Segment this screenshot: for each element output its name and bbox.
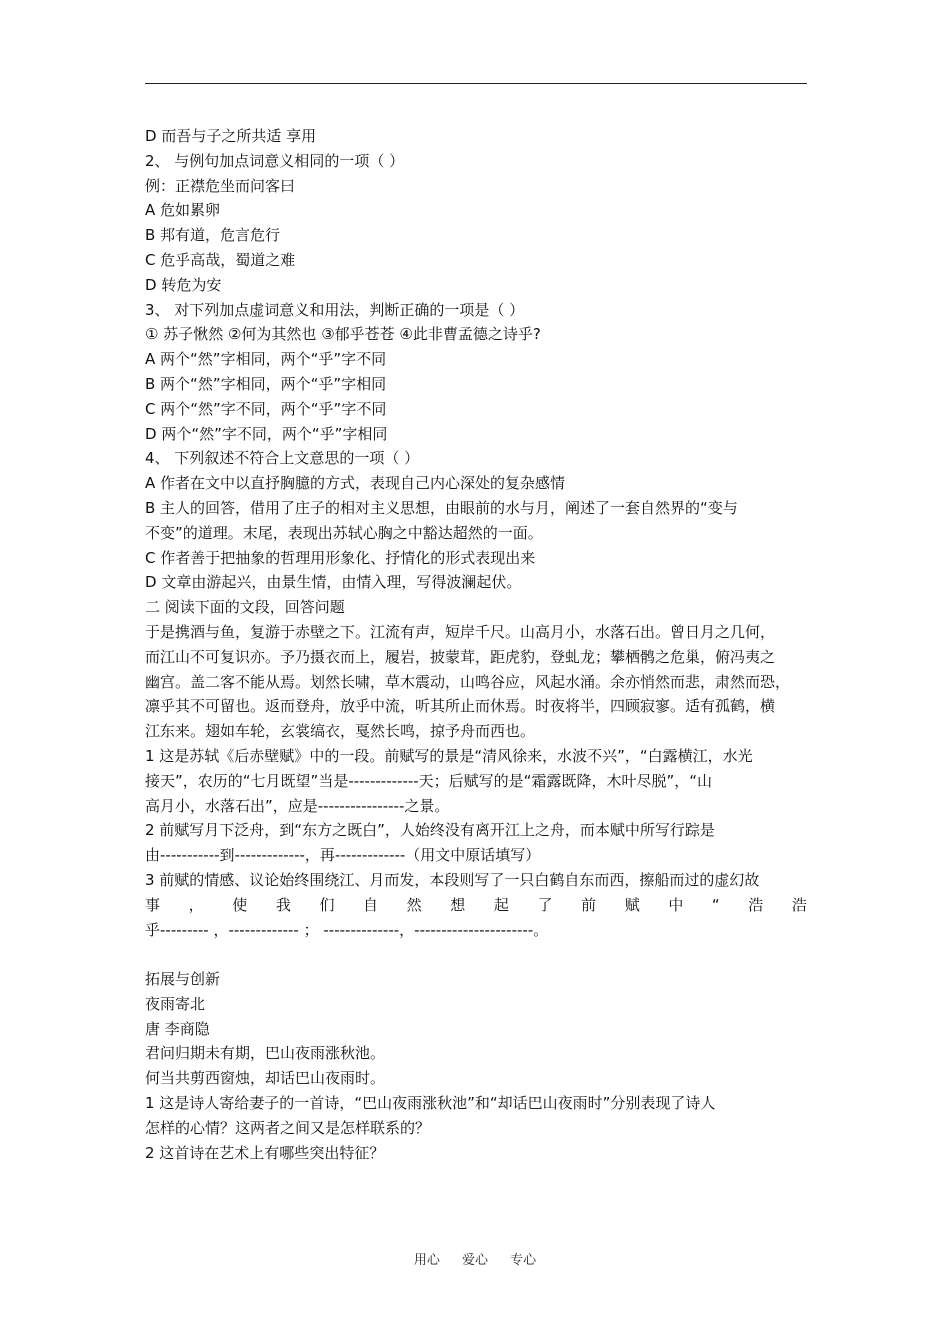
page-footer bbox=[0, 1249, 950, 1268]
text-line: 高月小，水落石出”，应是----------------之景。 bbox=[145, 796, 450, 815]
text-line: C 危乎高哉，蜀道之难 bbox=[145, 250, 296, 269]
text-line: A 两个“然”字相同，两个“乎”字不同 bbox=[145, 350, 387, 369]
text-line: 江东来。翅如车轮，玄裳缟衣，戛然长鸣，掠予舟而西也。 bbox=[145, 722, 536, 741]
questions-section bbox=[145, 124, 807, 893]
text-line: 乎--------- ，------------- ； --------------，----------------------。 bbox=[145, 920, 549, 939]
justified-char: 们 bbox=[319, 895, 335, 914]
text-line: D 而吾与子之所共适 享用 bbox=[145, 127, 317, 145]
justified-char: 想 bbox=[450, 895, 466, 914]
text-line: ① 苏子愀然 ②何为其然也 ③郁乎苍苍 ④此非曹孟德之诗乎? bbox=[145, 325, 541, 344]
justified-char: 浩 bbox=[748, 895, 764, 914]
text-line: 2、 与例句加点词意义相同的一项（ ） bbox=[145, 151, 405, 170]
text-line: 于是携酒与鱼，复游于赤壁之下。江流有声，短岸千尺。山高月小，水落石出。曾日月之几何， bbox=[145, 622, 776, 641]
justified-char: 使 bbox=[232, 895, 248, 914]
text-line: A 危如累卵 bbox=[145, 201, 221, 220]
justified-char: 事 bbox=[145, 895, 161, 914]
justified-char: 自 bbox=[363, 895, 379, 914]
text-line: 唐 李商隐 bbox=[145, 1019, 210, 1038]
text-line: C 两个“然”字不同，两个“乎”字不同 bbox=[145, 399, 387, 418]
text-line: 何当共剪西窗烛，却话巴山夜雨时。 bbox=[145, 1069, 386, 1088]
text-line: 拓展与创新 bbox=[145, 970, 221, 989]
text-line: 君问归期未有期，巴山夜雨涨秋池。 bbox=[145, 1044, 386, 1063]
text-line: 不变”的道理。末尾，表现出苏轼心胸之中豁达超然的一面。 bbox=[145, 523, 543, 542]
extension-section bbox=[145, 967, 807, 1165]
justified-char: ， bbox=[188, 895, 204, 914]
justified-char: 中 bbox=[668, 895, 684, 914]
text-line: 例：正襟危坐而问客曰 bbox=[145, 176, 296, 195]
text-line: 由-----------到-------------，再-------------（用文中原话填写） bbox=[145, 846, 541, 865]
text-line: D 文章由游起兴，由景生情，由情入理，写得波澜起伏。 bbox=[145, 573, 522, 592]
justified-char: 浩 bbox=[791, 895, 807, 914]
justified-char: 前 bbox=[581, 895, 597, 914]
text-line: 怎样的心情？这两者之间又是怎样联系的？ bbox=[145, 1118, 431, 1137]
footer-item: 爱心 bbox=[461, 1253, 488, 1268]
text-line: 二 阅读下面的文段，回答问题 bbox=[145, 598, 345, 617]
text-line: B 两个“然”字相同，两个“乎”字相同 bbox=[145, 374, 387, 393]
text-line: 幽宫。盖二客不能从焉。划然长啸，草木震动，山鸣谷应，风起水涌。余亦悄然而悲，肃然而恐， bbox=[145, 672, 791, 691]
header-rule bbox=[145, 83, 807, 84]
text-line: 接天”，农历的“七月既望”当是-------------天；后赋写的是“霜露既降，木叶尽脱”，“山 bbox=[145, 771, 712, 790]
blank-line bbox=[145, 942, 807, 967]
text-line: D 两个“然”字不同，两个“乎”字相同 bbox=[145, 424, 388, 443]
text-line: 2 这首诗在艺术上有哪些突出特征？ bbox=[145, 1143, 385, 1162]
justified-char: 起 bbox=[493, 895, 509, 914]
text-line: 3、 对下列加点虚词意义和用法，判断正确的一项是（ ） bbox=[145, 300, 525, 319]
footer-item: 用心 bbox=[413, 1253, 440, 1268]
justified-char: “ bbox=[711, 895, 720, 914]
text-line: B 主人的回答，借用了庄子的相对主义思想，由眼前的水与月，阐述了一套自然界的“变与 bbox=[145, 498, 738, 517]
justified-char: 我 bbox=[275, 895, 291, 914]
text-line: 3 前赋的情感、议论始终围绕江、月而发，本段则写了一只白鹤自东而西，擦船而过的虚幻故 bbox=[145, 870, 760, 889]
justified-question-line bbox=[145, 893, 807, 918]
footer-item: 专心 bbox=[510, 1253, 537, 1268]
text-line: C 作者善于把抽象的哲理用形象化、抒情化的形式表现出来 bbox=[145, 548, 536, 567]
justified-char: 了 bbox=[537, 895, 553, 914]
text-line: 1 这是诗人寄给妻子的一首诗，“巴山夜雨涨秋池”和“却话巴山夜雨时”分别表现了诗人 bbox=[145, 1094, 716, 1113]
text-line: B 邦有道，危言危行 bbox=[145, 226, 281, 245]
text-line: 而江山不可复识亦。予乃摄衣而上，履岩，披蒙茸，距虎豹，登虬龙；攀栖鹘之危巢，俯冯夷之 bbox=[145, 647, 776, 666]
text-line: D 转危为安 bbox=[145, 275, 222, 294]
text-line: A 作者在文中以直抒胸臆的方式，表现自己内心深处的复杂感情 bbox=[145, 474, 566, 493]
justified-char: 赋 bbox=[624, 895, 640, 914]
text-line: 凛乎其不可留也。返而登舟，放乎中流，听其所止而休焉。时夜将半，四顾寂寥。适有孤鹤，横 bbox=[145, 697, 776, 716]
text-line: 夜雨寄北 bbox=[145, 994, 206, 1013]
justified-char: 然 bbox=[406, 895, 422, 914]
text-line: 1 这是苏轼《后赤壁赋》中的一段。前赋写的景是“清风徐来，水波不兴”，“白露横江，水光 bbox=[145, 746, 753, 765]
document-body bbox=[145, 124, 807, 1165]
text-line: 2 前赋写月下泛舟，到“东方之既白”，人始终没有离开江上之舟，而本赋中所写行踪是 bbox=[145, 821, 715, 840]
text-line: 4、 下列叙述不符合上文意思的一项（ ） bbox=[145, 449, 420, 468]
